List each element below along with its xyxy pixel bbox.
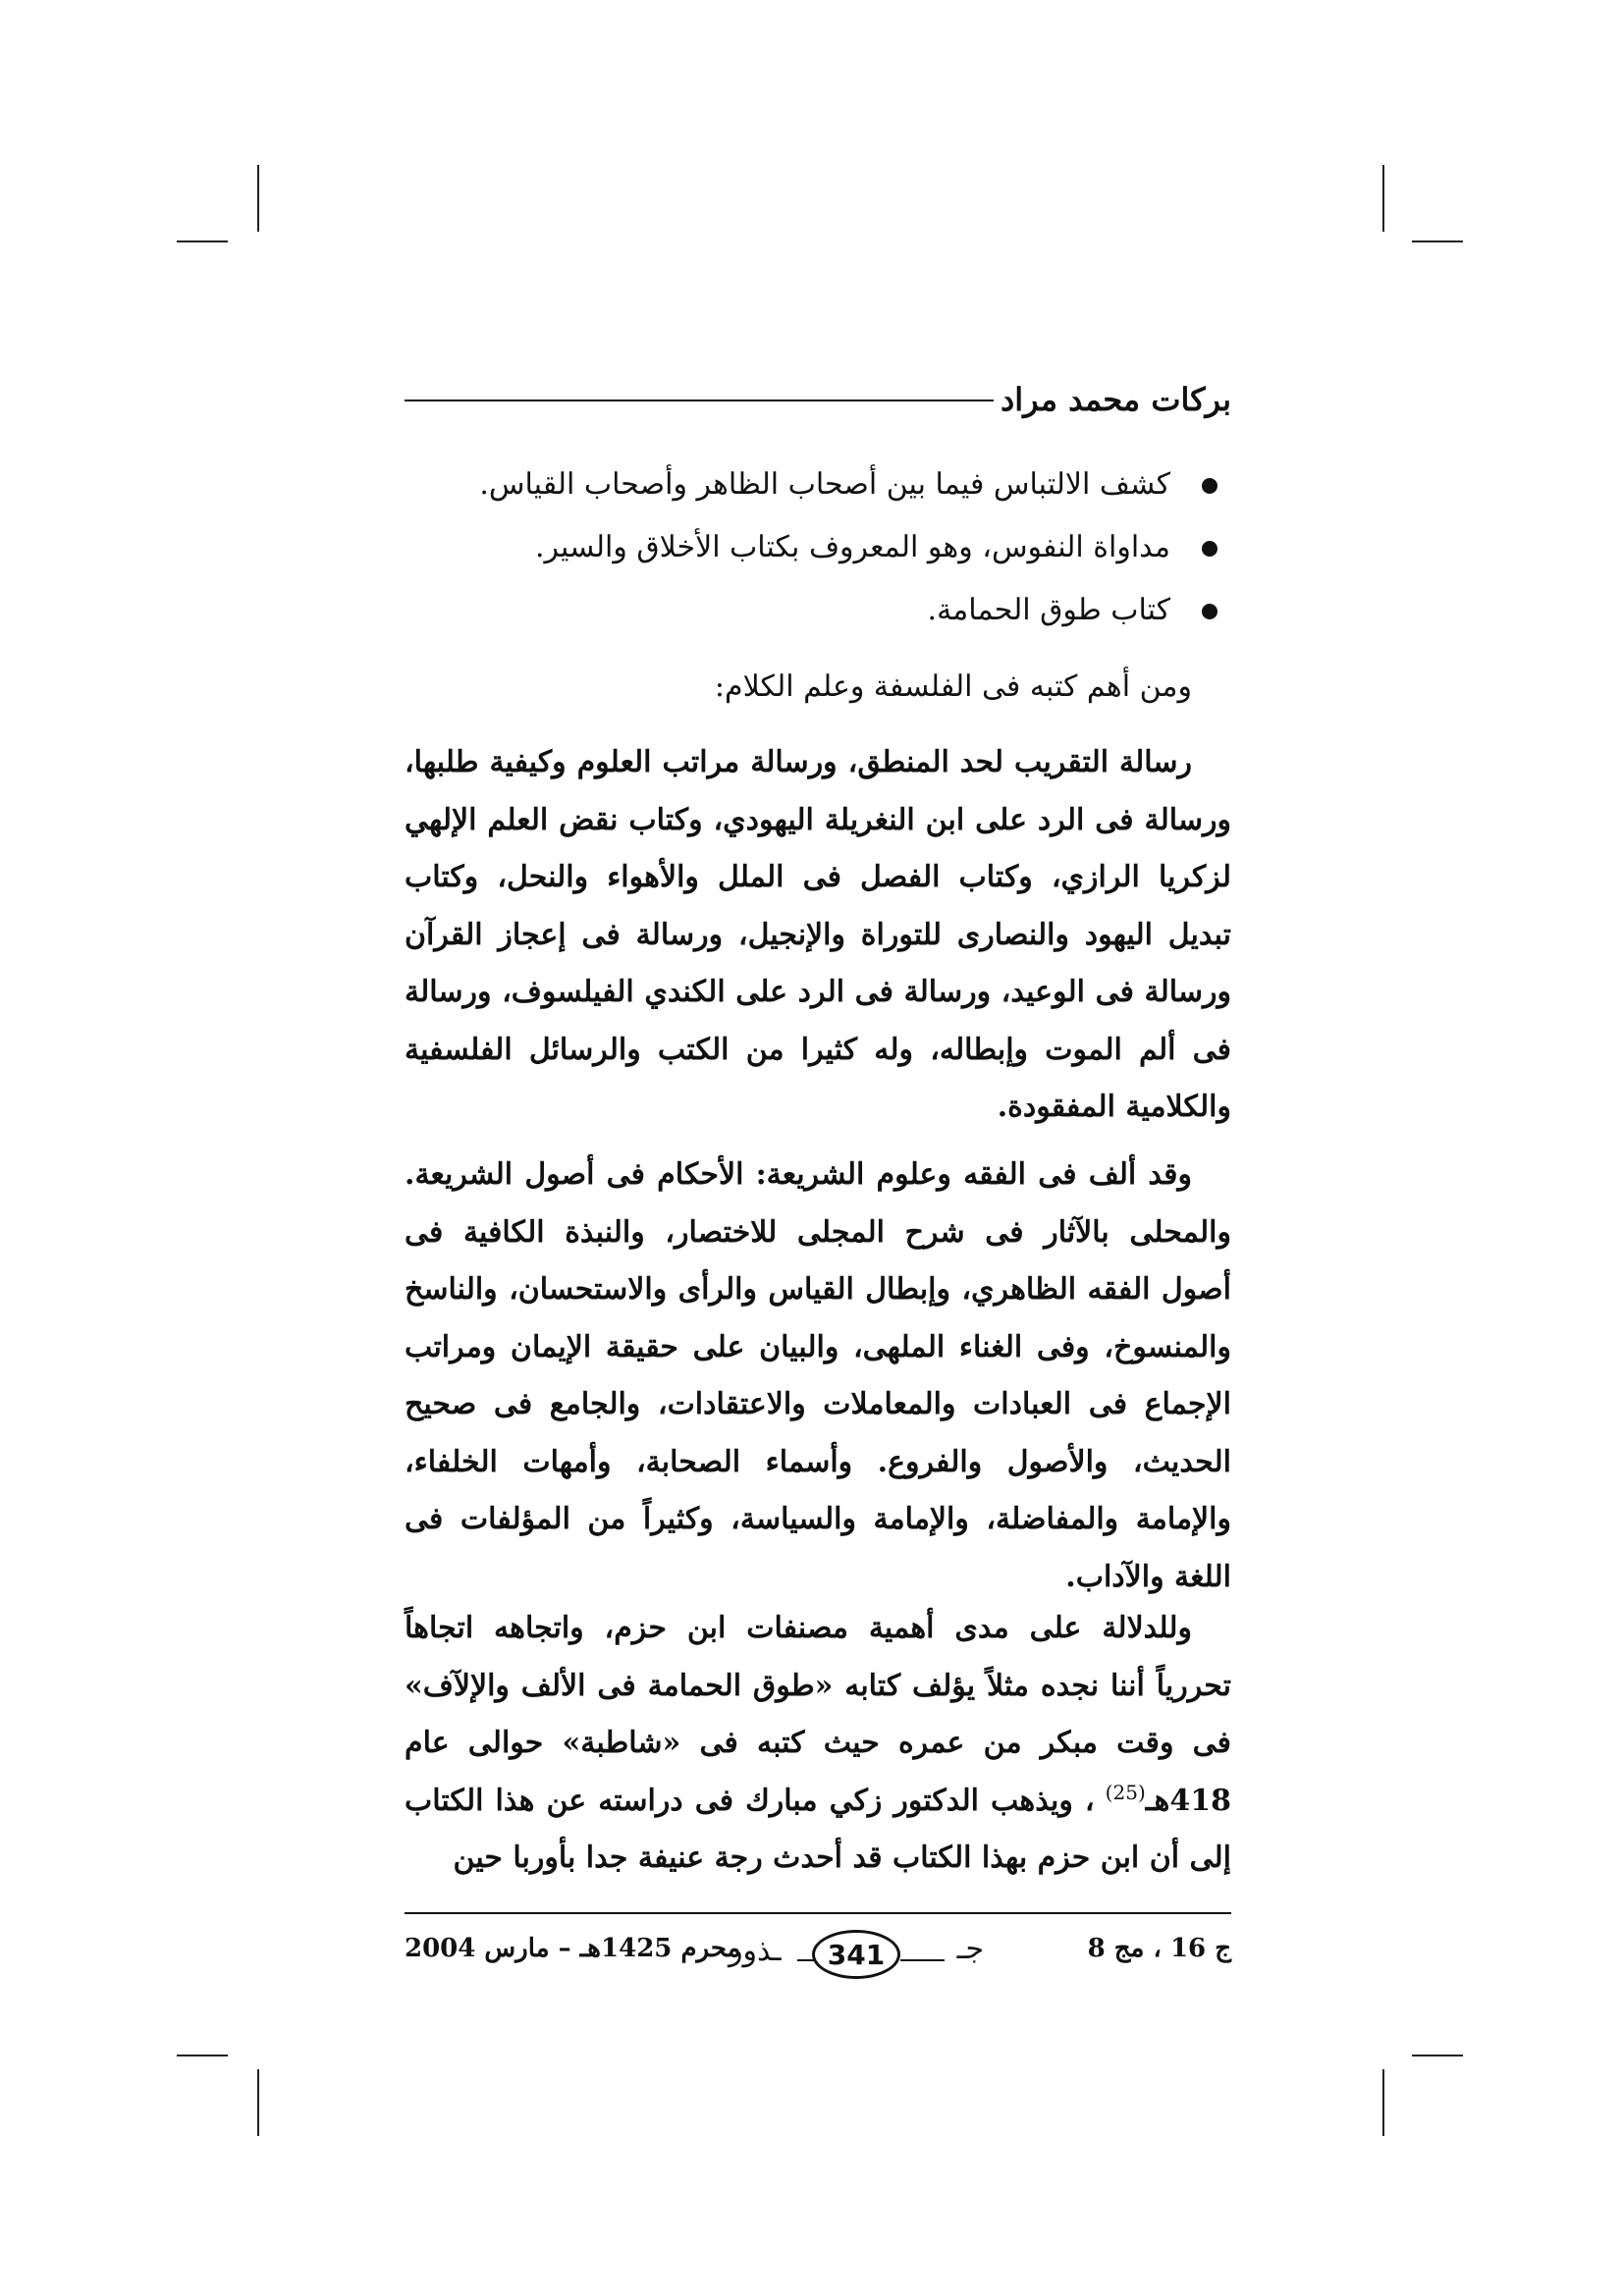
- paragraph-philosophy: [405, 734, 1231, 1137]
- paragraph-text: رسالة التقريب لحد المنطق، ورسالة مراتب العلوم وكيفية طلبها، ورسالة فى الرد على ابن النغريلة اليهودي، وكتاب نقض العلم الإلهي لزكريا الرازي، وكتاب الفصل فى الملل والأهواء والنحل، وكتاب تبديل اليهود والنصارى للتوراة والإنجيل، ورسالة فى إعجاز القرآن ورسالة فى الوعيد، ورسالة فى الرد على الكندي الفيلسوف، ورسالة فى ألم الموت وإبطاله، وله كثيرا من الكتب والرسائل الفلسفية والكلامية المفقودة.: [405, 745, 1232, 1124]
- list-item: [405, 579, 1231, 642]
- journal-name-start: جـ: [956, 1932, 984, 1966]
- footer-date: محرم 1425هـ – مارس 2004: [405, 1934, 741, 1963]
- footer: [405, 1924, 1231, 1995]
- bullet-icon: [1202, 604, 1217, 619]
- list-item: [405, 454, 1231, 516]
- list-item-text: كتاب طوق الحمامة.: [927, 593, 1170, 627]
- crop-mark: [1382, 165, 1384, 232]
- intro-line: ومن أهم كتبه فى الفلسفة وعلم الكلام:: [714, 669, 1192, 704]
- list-item-text: مداواة النفوس، وهو المعروف بكتاب الأخلاق والسير.: [534, 530, 1170, 564]
- footer-rule: [405, 1912, 1231, 1914]
- footer-journal-logo: [729, 1924, 984, 1995]
- page-number: 341: [812, 1930, 900, 1979]
- paragraph-text: وللدلالة على مدى أهمية مصنفات ابن حزم، واتجاهه اتجاهاً تحررياً أننا نجده مثلاً يؤلف كتابه «طوق الحمامة فى الألف والإلآف» فى وقت مبكر من عمره حيث كتبه فى «شاطبة» حوالى عام 418هـ: [405, 1611, 1231, 1818]
- crop-mark: [1382, 2069, 1384, 2136]
- footer-issue: ج 16 ، مج 8: [1087, 1934, 1231, 1963]
- header-rule: [405, 400, 994, 401]
- bullet-icon: [1202, 541, 1217, 557]
- paragraph-text: وقد ألف فى الفقه وعلوم الشريعة: الأحكام فى أصول الشريعة. والمحلى بالآثار فى شرح المجلى للاختصار، والنبذة الكافية فى أصول الفقه الظاهري، وإبطال القياس والرأى والاستحسان، والناسخ والمنسوخ، وفى الغناء الملهى، والبيان على حقيقة الإيمان ومراتب الإجماع فى العبادات والمعاملات والاعتقادات، والجامع فى صحيح الحديث، والأصول والفروع. وأسماء الصحابة، وأمهات الخلفاء، والإمامة والمفاضلة، والإمامة والسياسة، وكثيراً من المؤلفات فى اللغة والآداب.: [405, 1157, 1231, 1594]
- bullet-icon: [1202, 478, 1217, 494]
- crop-mark: [177, 240, 228, 242]
- footnote-ref[interactable]: (25): [1105, 1780, 1146, 1804]
- crop-mark: [257, 2069, 259, 2136]
- crop-mark: [1412, 2055, 1463, 2056]
- bullet-list: [405, 454, 1231, 642]
- crop-mark: [257, 165, 259, 232]
- paragraph-significance: [405, 1600, 1231, 1888]
- paragraph-text: ، ويذهب الدكتور زكي مبارك فى دراسته عن هذا الكتاب إلى أن ابن حزم بهذا الكتاب قد أحدث رجة عنيفة جدا بأوربا حين: [405, 1783, 1231, 1875]
- crop-mark: [1412, 240, 1463, 242]
- header-author: بركات محمد مراد: [1001, 381, 1231, 418]
- crop-mark: [177, 2055, 228, 2056]
- list-item-text: كشف الالتباس فيما بين أصحاب الظاهر وأصحاب القياس.: [479, 467, 1170, 502]
- journal-line: [900, 1959, 945, 1961]
- paragraph-jurisprudence: [405, 1147, 1231, 1606]
- journal-name-end: ـذور: [729, 1934, 782, 1968]
- running-header: [405, 375, 1231, 424]
- list-item: [405, 516, 1231, 579]
- journal-line: [797, 1959, 815, 1961]
